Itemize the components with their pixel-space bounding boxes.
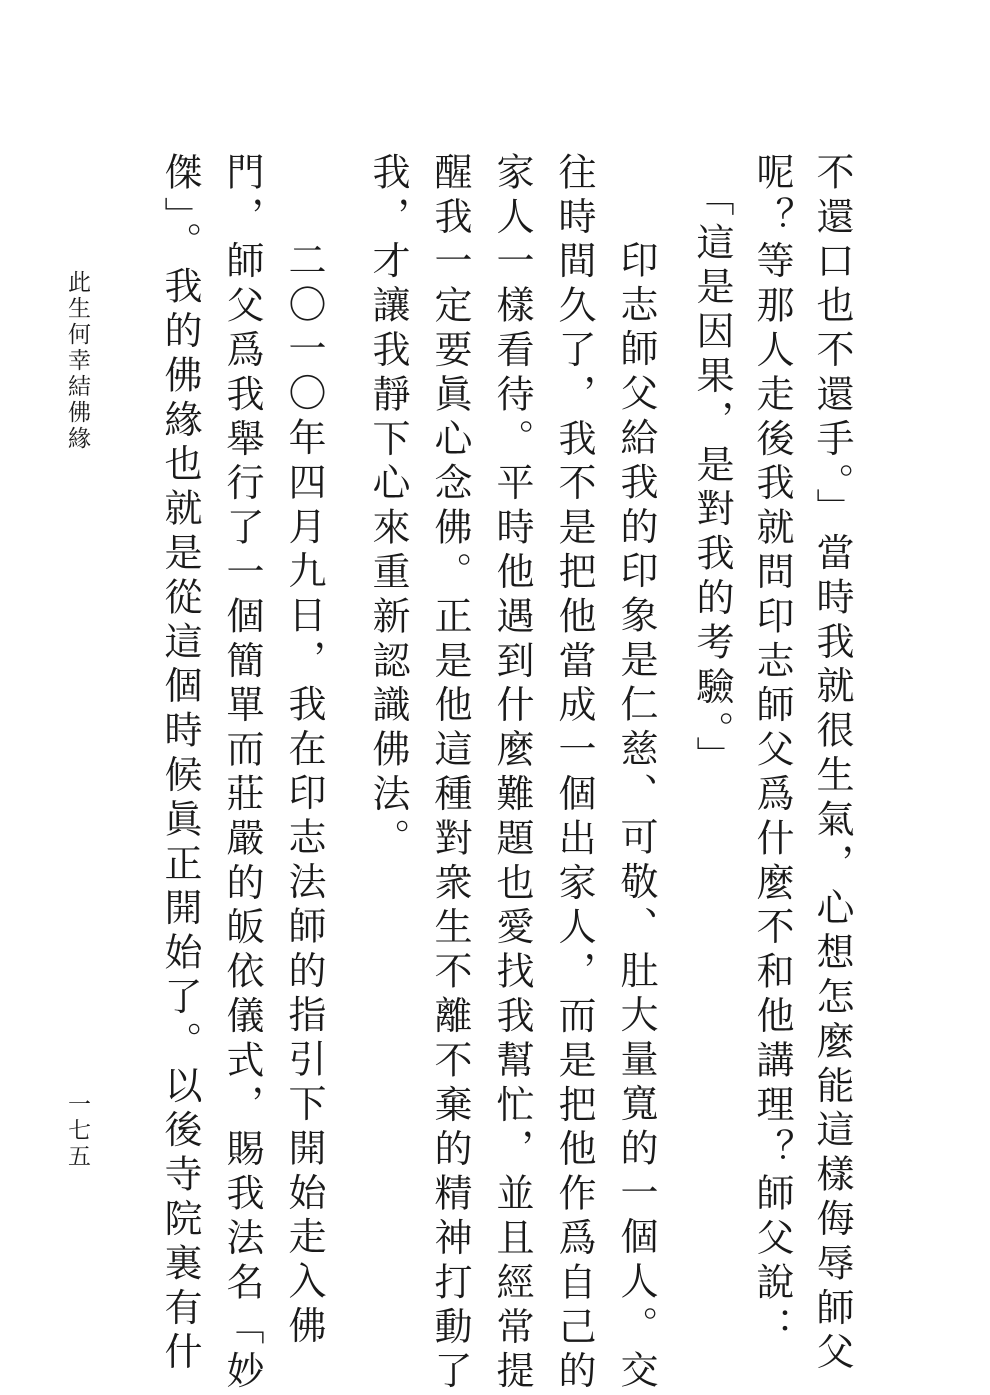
text-column-4: 印志師父給我的印象是仁慈、可敬、肚大量寬的一個人。交 [614,240,658,1395]
text-column-1: 不還口也不還手。」當時我就很生氣，心想怎麼能這樣侮辱師父 [810,152,854,1377]
text-column-6: 家人一樣看待。平時他遇到什麼難題也愛找我幫忙，並且經常提 [490,152,534,1395]
text-column-5: 往時間久了，我不是把他當成一個出家人，而是把他作爲自己的 [552,152,596,1395]
text-column-9: 二〇一〇年四月九日，我在印志法師的指引下開始走入佛 [282,240,326,1350]
text-column-7: 醒我一定要眞心念佛。正是他這種對衆生不離不棄的精神打動了 [428,152,472,1395]
running-head: 此生何幸結佛緣 [64,270,90,452]
text-column-11: 傑」。我的佛緣也就是從這個時候眞正開始了。以後寺院裏有什 [158,152,202,1377]
text-column-2: 呢？等那人走後我就問印志師父爲什麼不和他講理？師父說： [750,152,794,1351]
text-column-8: 我，才讓我靜下心來重新認識佛法。 [366,152,410,863]
text-column-3: 「這是因果，是對我的考驗。」 [690,178,734,781]
page-number: 一七五 [64,1092,90,1170]
text-column-10: 門，師父爲我舉行了一個簡單而莊嚴的皈依儀式，賜我法名「妙 [220,152,264,1395]
